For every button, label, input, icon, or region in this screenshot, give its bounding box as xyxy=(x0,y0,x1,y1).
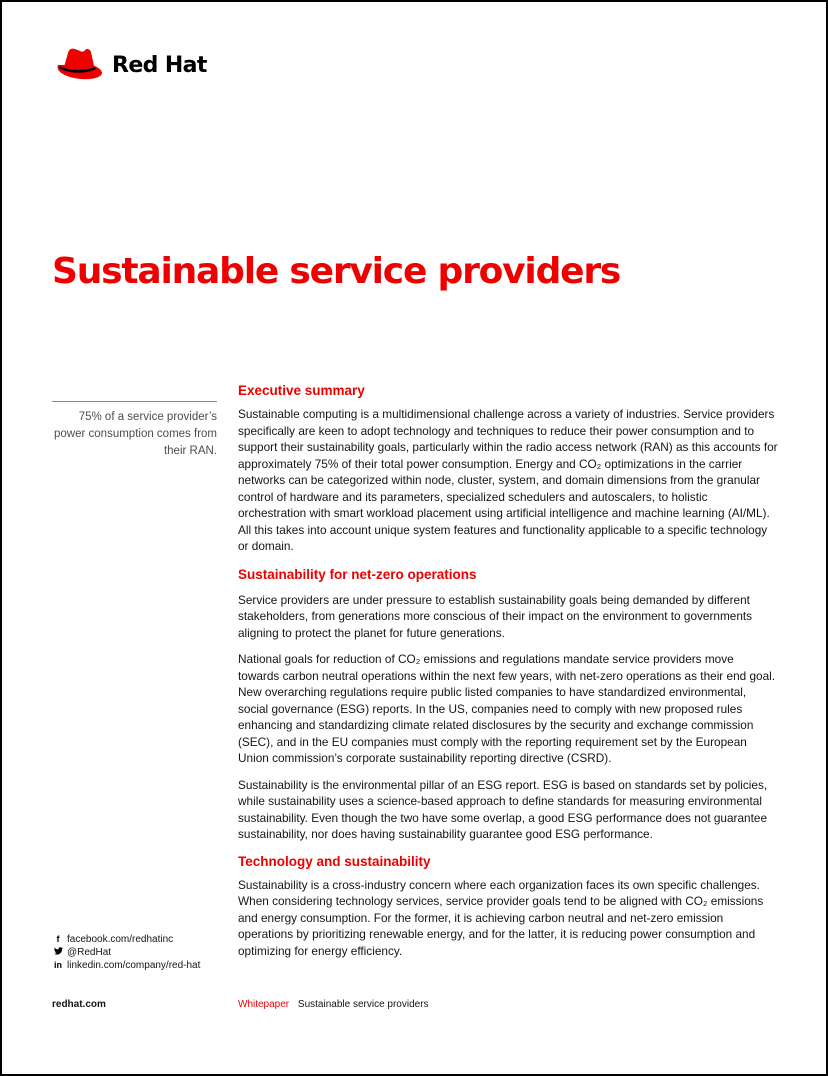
red-hat-icon xyxy=(52,45,106,85)
section-technology-sustainability xyxy=(238,853,778,960)
main-content xyxy=(238,382,778,969)
social-link-text: @RedHat xyxy=(67,947,112,958)
facebook-icon: f xyxy=(56,934,60,944)
pull-quote: 75% of a service provider’s power consumption comes from their RAN. xyxy=(54,411,217,457)
section-executive-summary xyxy=(238,382,778,555)
red-hat-logo[interactable] xyxy=(52,45,207,85)
linkedin-icon: in xyxy=(54,960,62,970)
twitter-icon xyxy=(52,946,64,959)
social-link-text: linkedin.com/company/red-hat xyxy=(67,960,201,971)
social-link-facebook[interactable] xyxy=(52,933,200,946)
footer-doc-title: Sustainable service providers xyxy=(297,999,429,1010)
section-heading: Executive summary xyxy=(238,383,365,398)
section-net-zero-operations xyxy=(238,566,778,843)
footer-site-link[interactable]: redhat.com xyxy=(52,999,106,1010)
paragraph: Sustainable computing is a multidimensional challenge across a variety of industries. Service providers specifically are keen to adopt technology and techniques to reduce their power consumption and to support their sustainability goals, particularly within the radio access network (RAN) as this accounts for approximately 75% of their total power consumption. Energy and CO₂ optimizations in the carrier networks can be categorized within node, cluster, system, and domain dimensions from the granular control of hardware and its parameters, specialized schedulers and autoscalers, to holistic orchestration with smart workload placement using artificial intelligence and machine learning (AI/ML). All this takes into account unique system features and functionality applicable to a specific technology or domain. xyxy=(238,407,778,553)
footer-doc-type: Whitepaper xyxy=(238,999,290,1010)
section-heading: Sustainability for net-zero operations xyxy=(238,566,477,582)
paragraph: Sustainability is the environmental pillar of an ESG report. ESG is based on standards set by policies, while sustainability uses a science-based approach to define standards for measuring environmental sustainability. Even though the two have some overlap, a good ESG performance does not guarantee sustainability, nor does having sustainability guarantee good ESG performance. xyxy=(238,777,768,841)
section-heading: Technology and sustainability xyxy=(238,853,431,869)
paragraph: National goals for reduction of CO₂ emissions and regulations mandate service providers move towards carbon neutral operations within the next few years, with net-zero operations as their end goal. New overarching regulations require public listed companies to have standardized environmental, social governance (ESG) reports. In the US, companies need to comply with new proposed rules enhancing and standardizing climate related disclosures by the security and exchange commission (SEC), and in the EU companies must comply with the reporting requirement set by the European Union commission’s corporate sustainability reporting directive (CSRD). xyxy=(238,652,776,765)
logo-text: Red Hat xyxy=(112,52,207,78)
social-link-linkedin[interactable] xyxy=(52,959,200,972)
page-title: Sustainable service providers xyxy=(52,251,621,292)
paragraph: Sustainability is a cross-industry concern where each organization faces its own specific challenges. When considering technology services, service provider goals tend to be aligned with CO₂ emissions and energy consumption. For the former, it is achieving carbon neutral and net-zero emission operations by prioritizing renewable energy, and for the latter, it is reducing power consumption and optimizing for energy efficiency. xyxy=(238,877,764,958)
paragraph: Service providers are under pressure to establish sustainability goals being demanded by different stakeholders, from generations more conscious of their impact on the environment to governments aligning to protect the planet for future generations. xyxy=(238,592,753,640)
footer-doc-info xyxy=(238,999,429,1010)
sidebar-divider xyxy=(52,401,217,402)
social-link-twitter[interactable] xyxy=(52,946,200,959)
social-link-text: facebook.com/redhatinc xyxy=(67,934,174,945)
social-links xyxy=(52,933,200,972)
